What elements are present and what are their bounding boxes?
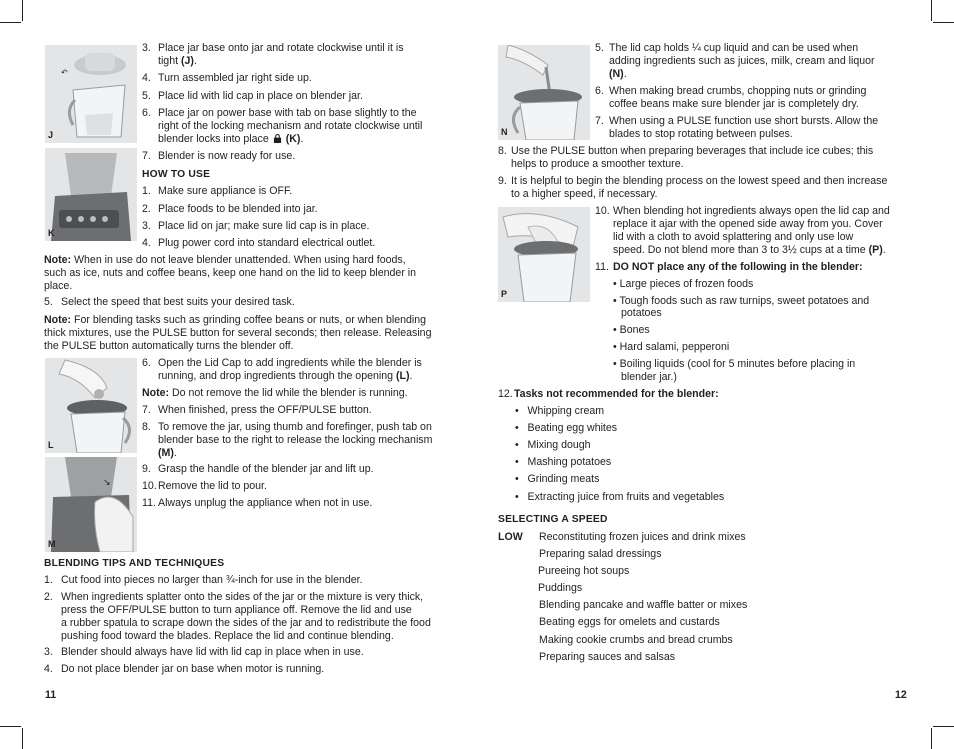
step-text: Grasp the handle of the blender jar and lift up. <box>158 463 374 475</box>
page-number-right: 12 <box>895 689 907 701</box>
speed-row: Pureeing hot soups <box>538 565 630 577</box>
step-text: blender locks into place (K). <box>158 133 304 145</box>
step-text: Tasks not recommended for the blender: <box>514 388 719 400</box>
step-text: The lid cap holds ¼ cup liquid and can be used when <box>609 42 859 54</box>
speed-row: Blending pancake and waffle batter or mixes <box>539 599 748 611</box>
step-text: Do not place blender jar on base when motor is running. <box>61 663 325 675</box>
step-text: Use the PULSE button when preparing beverages that include ice cubes; this <box>511 145 874 157</box>
step-text: (N). <box>609 68 627 80</box>
step-text: When ingredients splatter onto the sides of the jar or the mixture is very thick, <box>61 591 424 603</box>
step-text: speed. Do not blend more than 3 to 3½ cups at a time (P). <box>613 244 886 256</box>
step-text: Place jar on power base with tab on base slightly to the <box>158 107 417 119</box>
step-text: Open the Lid Cap to add ingredients while the blender is <box>158 357 422 369</box>
step-number: 8. <box>142 421 151 433</box>
cloth-cover-illustration-p <box>498 207 590 302</box>
step-text: lid with a cloth to avoid splattering and only use low <box>613 231 854 243</box>
step-number: 2. <box>142 203 151 215</box>
figure-label-j: J <box>48 130 54 140</box>
figure-label-k: K <box>48 228 55 238</box>
note-text: Note: For blending tasks such as grinding coffee beans or nuts, or when blending <box>44 314 427 326</box>
svg-text:↘: ↘ <box>103 477 111 487</box>
step-text: blender base to the right to release the locking mechanism <box>158 434 433 446</box>
figure-label-l: L <box>48 440 54 450</box>
step-number: 3. <box>142 220 151 232</box>
step-number: 3. <box>142 42 151 54</box>
step-number: 12. <box>498 388 513 400</box>
bullet-item: • Tough foods such as raw turnips, sweet potatoes and <box>613 295 870 307</box>
step-text: press the OFF/PULSE button to turn appliance off. Remove the lid and use <box>61 604 412 616</box>
step-text: helps to produce a smoother texture. <box>511 158 684 170</box>
step-number: 5. <box>44 296 53 308</box>
step-text: Always unplug the appliance when not in use. <box>158 497 373 509</box>
note-text: Note: When in use do not leave blender unattended. When using hard foods, <box>44 254 406 266</box>
bullet-item: • Mixing dough <box>515 439 591 451</box>
step-number: 1. <box>142 185 151 197</box>
speed-row: Preparing salad dressings <box>539 548 662 560</box>
note-text: the PULSE button automatically turns the blender off. <box>44 340 294 352</box>
step-number: 3. <box>44 646 53 658</box>
page-number-left: 11 <box>45 689 57 701</box>
step-text: right of the locking mechanism and rotate clockwise until <box>158 120 423 132</box>
step-number: 6. <box>142 357 151 369</box>
step-number: 4. <box>142 237 151 249</box>
step-note: Note: Do not remove the lid while the blender is running. <box>142 387 408 399</box>
step-number: 7. <box>142 150 151 162</box>
step-text: Make sure appliance is OFF. <box>158 185 293 197</box>
step-number: 8. <box>498 145 507 157</box>
step-number: 6. <box>142 107 151 119</box>
bullet-item: • Boiling liquids (cool for 5 minutes before placing in <box>613 358 856 370</box>
step-text: Place lid on jar; make sure lid cap is in place. <box>158 220 370 232</box>
step-number: 10. <box>595 205 610 217</box>
step-text: To remove the jar, using thumb and forefinger, push tab on <box>158 421 432 433</box>
bullet-item: • Mashing potatoes <box>515 456 612 468</box>
figure-n <box>498 45 590 140</box>
step-number: 2. <box>44 591 53 603</box>
speed-label-low: LOW <box>498 531 523 543</box>
step-number: 9. <box>142 463 151 475</box>
step-text: When finished, press the OFF/PULSE button. <box>158 404 372 416</box>
speed-row: Preparing sauces and salsas <box>539 651 676 663</box>
figure-label-p: P <box>501 289 508 299</box>
speed-row: Puddings <box>538 582 583 594</box>
step-text: Place foods to be blended into jar. <box>158 203 318 215</box>
step-text: Remove the lid to pour. <box>158 480 267 492</box>
step-text: Plug power cord into standard electrical outlet. <box>158 237 376 249</box>
bullet-item: blender jar.) <box>621 371 677 383</box>
step-text: Blender is now ready for use. <box>158 150 296 162</box>
step-number: 7. <box>595 115 604 127</box>
bullet-item: • Extracting juice from fruits and vegetables <box>515 491 725 503</box>
step-text: adding ingredients such as juices, milk, cream and liquor <box>609 55 875 67</box>
step-text: It is helpful to begin the blending process on the lowest speed and then increase <box>511 175 888 187</box>
step-number: 5. <box>142 90 151 102</box>
step-number: 9. <box>498 175 507 187</box>
heading-blending-tips: BLENDING TIPS AND TECHNIQUES <box>44 558 225 569</box>
step-number: 4. <box>142 72 151 84</box>
step-text: DO NOT place any of the following in the blender: <box>613 261 863 273</box>
step-text: running, and drop ingredients through the opening (L). <box>158 370 413 382</box>
step-number: 11. <box>595 261 609 273</box>
pouring-illustration-n <box>498 45 590 140</box>
step-number: 11. <box>142 497 156 509</box>
step-text: Place lid with lid cap in place on blender jar. <box>158 90 363 102</box>
bullet-item: • Large pieces of frozen foods <box>613 278 754 290</box>
step-text: pushing food toward the blades. Replace the lid and continue blending. <box>61 630 394 642</box>
step-number: 1. <box>44 574 53 586</box>
step-text: replace it ajar with the opened side away from you. Cover <box>613 218 883 230</box>
step-text: coffee beans make sure blender jar is completely dry. <box>609 98 859 110</box>
bullet-item: • Whipping cream <box>515 405 605 417</box>
figure-label-m: M <box>48 539 56 549</box>
step-text: When blending hot ingredients always open the lid cap and <box>613 205 890 217</box>
step-text: When using a PULSE function use short bursts. Allow the <box>609 115 879 127</box>
step-number: 4. <box>44 663 53 675</box>
bullet-item: • Bones <box>613 324 650 336</box>
step-text: a rubber spatula to scrape down the sides of the jar and to redistribute the food <box>61 617 431 629</box>
heading-selecting-speed: SELECTING A SPEED <box>498 514 608 525</box>
speed-row: Beating eggs for omelets and custards <box>539 616 720 628</box>
step-text: blades to stop rotating between pulses. <box>609 128 793 140</box>
step-text: tight (J). <box>158 55 197 67</box>
step-text: (M). <box>158 447 177 459</box>
bullet-item: • Hard salami, pepperoni <box>613 341 730 353</box>
note-text: such as ice, nuts and coffee beans, keep one hand on the lid to keep blender in <box>44 267 417 279</box>
bullet-item: • Beating egg whites <box>515 422 618 434</box>
step-number: 5. <box>595 42 604 54</box>
step-text: Place jar base onto jar and rotate clockwise until it is <box>158 42 404 54</box>
speed-row: Making cookie crumbs and bread crumbs <box>539 634 733 646</box>
heading-how-to-use: HOW TO USE <box>142 169 211 180</box>
step-number: 6. <box>595 85 604 97</box>
note-text: place. <box>44 280 73 292</box>
step-text: Cut food into pieces no larger than ¾-inch for use in the blender. <box>61 574 363 586</box>
step-text: Blender should always have lid with lid cap in place when in use. <box>61 646 364 658</box>
step-text: Select the speed that best suits your desired task. <box>61 296 295 308</box>
step-text: to a higher speed, if necessary. <box>511 188 658 200</box>
bullet-item: potatoes <box>621 307 662 319</box>
figure-label-n: N <box>501 127 508 137</box>
figure-p <box>498 207 590 302</box>
bullet-item: • Grinding meats <box>515 473 600 485</box>
note-text: thick mixtures, use the PULSE button for several seconds; then release. Releasing <box>44 327 432 339</box>
svg-text:↶: ↶ <box>61 68 68 77</box>
step-number: 7. <box>142 404 151 416</box>
speed-row: Reconstituting frozen juices and drink mixes <box>539 531 746 543</box>
step-text: When making bread crumbs, chopping nuts or grinding <box>609 85 867 97</box>
step-text: Turn assembled jar right side up. <box>158 72 312 84</box>
step-number: 10. <box>142 480 157 492</box>
